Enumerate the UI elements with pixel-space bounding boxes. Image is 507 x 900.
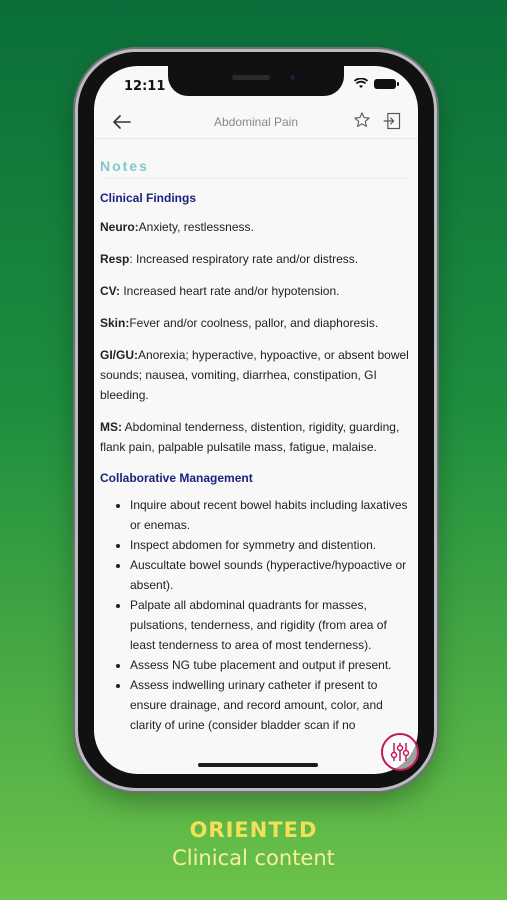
- caption-subtitle: Clinical content: [172, 846, 335, 870]
- finding-neuro: [100, 217, 412, 237]
- finding-label: GI/GU:: [100, 348, 138, 362]
- settings-sliders-button[interactable]: [381, 733, 419, 771]
- collaborative-management-heading: Collaborative Management: [100, 471, 253, 485]
- finding-gi-gu: [100, 345, 412, 405]
- status-icons: [354, 78, 396, 89]
- phone-notch: [168, 66, 344, 96]
- wifi-icon: [354, 78, 368, 89]
- finding-ms: [100, 417, 412, 457]
- notes-section-title: Notes: [100, 158, 412, 179]
- finding-resp: [100, 249, 412, 269]
- notes-content: [100, 138, 412, 735]
- nav-bar: [94, 106, 418, 139]
- finding-text: Abdominal tenderness, distention, rigidity, guarding, flank pain, palpable pulsatile mass, fatigue, malaise.: [100, 420, 400, 454]
- finding-text: Anxiety, restlessness.: [138, 220, 254, 234]
- finding-label: Skin:: [100, 316, 130, 330]
- finding-text: Fever and/or coolness, pallor, and diaphoresis.: [129, 316, 379, 330]
- finding-text: Anorexia; hyperactive, hypoactive, or absent bowel sounds; nausea, vomiting, diarrhea, constipation, GI bleeding.: [100, 348, 409, 402]
- list-item: • Assess NG tube placement and output if present.: [130, 655, 412, 675]
- list-item: • Auscultate bowel sounds (hyperactive/hypoactive or absent).: [130, 555, 412, 595]
- management-list: [100, 495, 412, 735]
- list-item: • Inspect abdomen for symmetry and distention.: [130, 535, 412, 555]
- status-time: 12:11: [124, 79, 166, 94]
- battery-icon: [374, 79, 396, 89]
- finding-label: MS:: [100, 420, 122, 434]
- speaker-grille: [232, 75, 270, 80]
- list-item: • Palpate all abdominal quadrants for masses, pulsations, tenderness, and rigidity (from area of least tenderness to area of most tenderness).: [130, 595, 412, 655]
- list-item: • Assess indwelling urinary catheter if present to ensure drainage, and record amount, color, and clarity of urine (consider bladder scan if no: [130, 675, 412, 735]
- clinical-findings-heading: Clinical Findings: [100, 191, 197, 205]
- finding-cv: [100, 281, 412, 301]
- settings-sliders-icon: [383, 735, 417, 769]
- nav-title: Abdominal Pain: [213, 115, 299, 129]
- camera-icon: [287, 72, 298, 83]
- star-icon[interactable]: [353, 111, 371, 129]
- finding-label: Neuro:: [100, 220, 139, 234]
- app-screen: [94, 66, 418, 774]
- caption-title: ORIENTED: [189, 818, 318, 842]
- finding-label: CV:: [100, 284, 121, 298]
- finding-skin: [100, 313, 412, 333]
- home-indicator[interactable]: [198, 763, 318, 767]
- exit-icon[interactable]: [382, 111, 402, 131]
- list-item: • Inquire about recent bowel habits including laxatives or enemas.: [130, 495, 412, 535]
- finding-text: : Increased respiratory rate and/or distress.: [129, 252, 359, 266]
- finding-label: Resp: [100, 252, 130, 266]
- phone-power-button: [434, 242, 439, 314]
- finding-text: Increased heart rate and/or hypotension.: [120, 284, 340, 298]
